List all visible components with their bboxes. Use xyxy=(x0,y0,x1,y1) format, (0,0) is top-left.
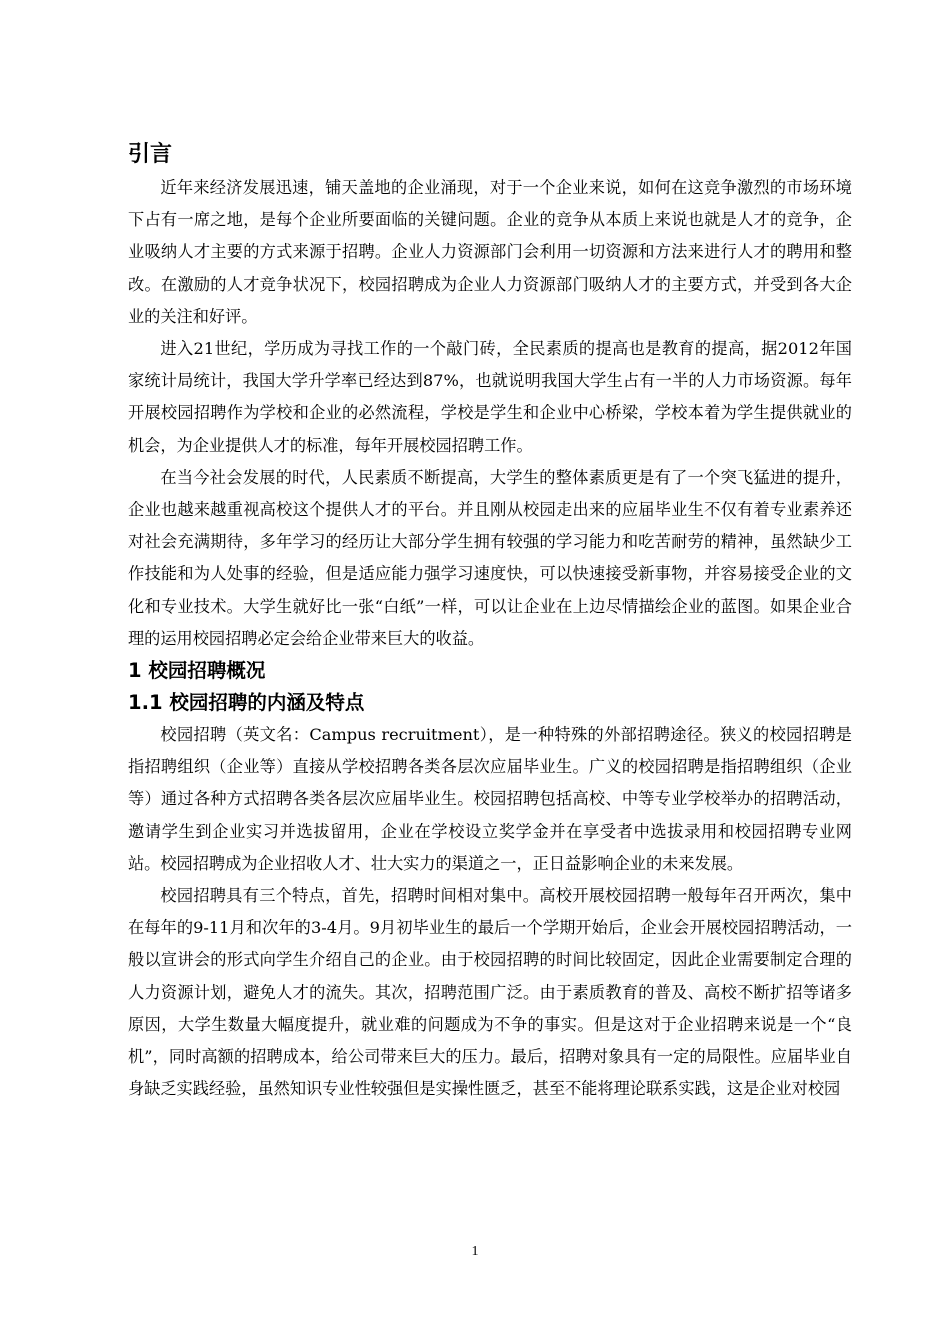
intro-title: 引言 xyxy=(128,142,173,167)
intro-paragraph-3: 在当今社会发展的时代，人民素质不断提高，大学生的整体素质更是有了一个突飞猛进的提升，企业也越来越重视高校这个提供人才的平台。并且刚从校园走出来的应届毕业生不仅有着专业素养还对社会充满期待，多年学习的经历让大部分学生拥有较强的学习能力和吃苦耐劳的精神，虽然缺少工作技能和为人处事的经验，但是适应能力强学习速度快，可以快速接受新事物，并容易接受企业的文化和专业技术。大学生就好比一张“白纸”一样，可以让企业在上边尽情描绘企业的蓝图。如果企业合理的运用校园招聘必定会给企业带来巨大的收益。 xyxy=(128,467,852,648)
page-number: 1 xyxy=(471,1244,479,1259)
section-1-1-paragraph-1: 校园招聘（英文名：Campus recruitment），是一种特殊的外部招聘途径。狭义的校园招聘是指招聘组织（企业等）直接从学校招聘各类各层次应届毕业生。广义的校园招聘是指招聘组织（企业等）通过各种方式招聘各类各层次应届毕业生。校园招聘包括高校、中等专业学校举办的招聘活动，邀请学生到企业实习并选拔留用，企业在学校设立奖学金并在享受者中选拔录用和校园招聘专业网站。校园招聘成为企业招收人才、壮大实力的渠道之一，正日益影响企业的未来发展。 xyxy=(128,725,852,873)
document-body xyxy=(128,138,852,1105)
section-1-1-paragraph-2: 校园招聘具有三个特点，首先，招聘时间相对集中。高校开展校园招聘一般每年召开两次，集中在每年的9-11月和次年的3-4月。9月初毕业生的最后一个学期开始后，企业会开展校园招聘活动，一般以宣讲会的形式向学生介绍自己的企业。由于校园招聘的时间比较固定，因此企业需要制定合理的人力资源计划，避免人才的流失。其次，招聘范围广泛。由于素质教育的普及、高校不断扩招等诸多原因，大学生数量大幅度提升，就业难的问题成为不争的事实。但是这对于企业招聘来说是一个“良机”，同时高额的招聘成本，给公司带来巨大的压力。最后，招聘对象具有一定的局限性。应届毕业自身缺乏实践经验，虽然知识专业性较强但是实操性匮乏，甚至不能将理论联系实践，这是企业对校园 xyxy=(128,886,852,1099)
intro-paragraph-1: 近年来经济发展迅速，铺天盖地的企业涌现，对于一个企业来说，如何在这竞争激烈的市场环境下占有一席之地，是每个企业所要面临的关键问题。企业的竞争从本质上来说也就是人才的竞争，企业吸纳人才主要的方式来源于招聘。企业人力资源部门会利用一切资源和方法来进行人才的聘用和整改。在激励的人才竞争状况下，校园招聘成为企业人力资源部门吸纳人才的主要方式，并受到各大企业的关注和好评。 xyxy=(128,178,852,326)
section-1-heading: 1 校园招聘概况 xyxy=(128,659,266,683)
intro-paragraph-2: 进入21世纪，学历成为寻找工作的一个敲门砖，全民素质的提高也是教育的提高，据2012年国家统计局统计，我国大学升学率已经达到87%，也就说明我国大学生占有一半的人力市场资源。每年开展校园招聘作为学校和企业的必然流程，学校是学生和企业中心桥梁，学校本着为学生提供就业的机会，为企业提供人才的标准，每年开展校园招聘工作。 xyxy=(128,339,852,455)
section-1-1-heading: 1.1 校园招聘的内涵及特点 xyxy=(128,691,365,715)
